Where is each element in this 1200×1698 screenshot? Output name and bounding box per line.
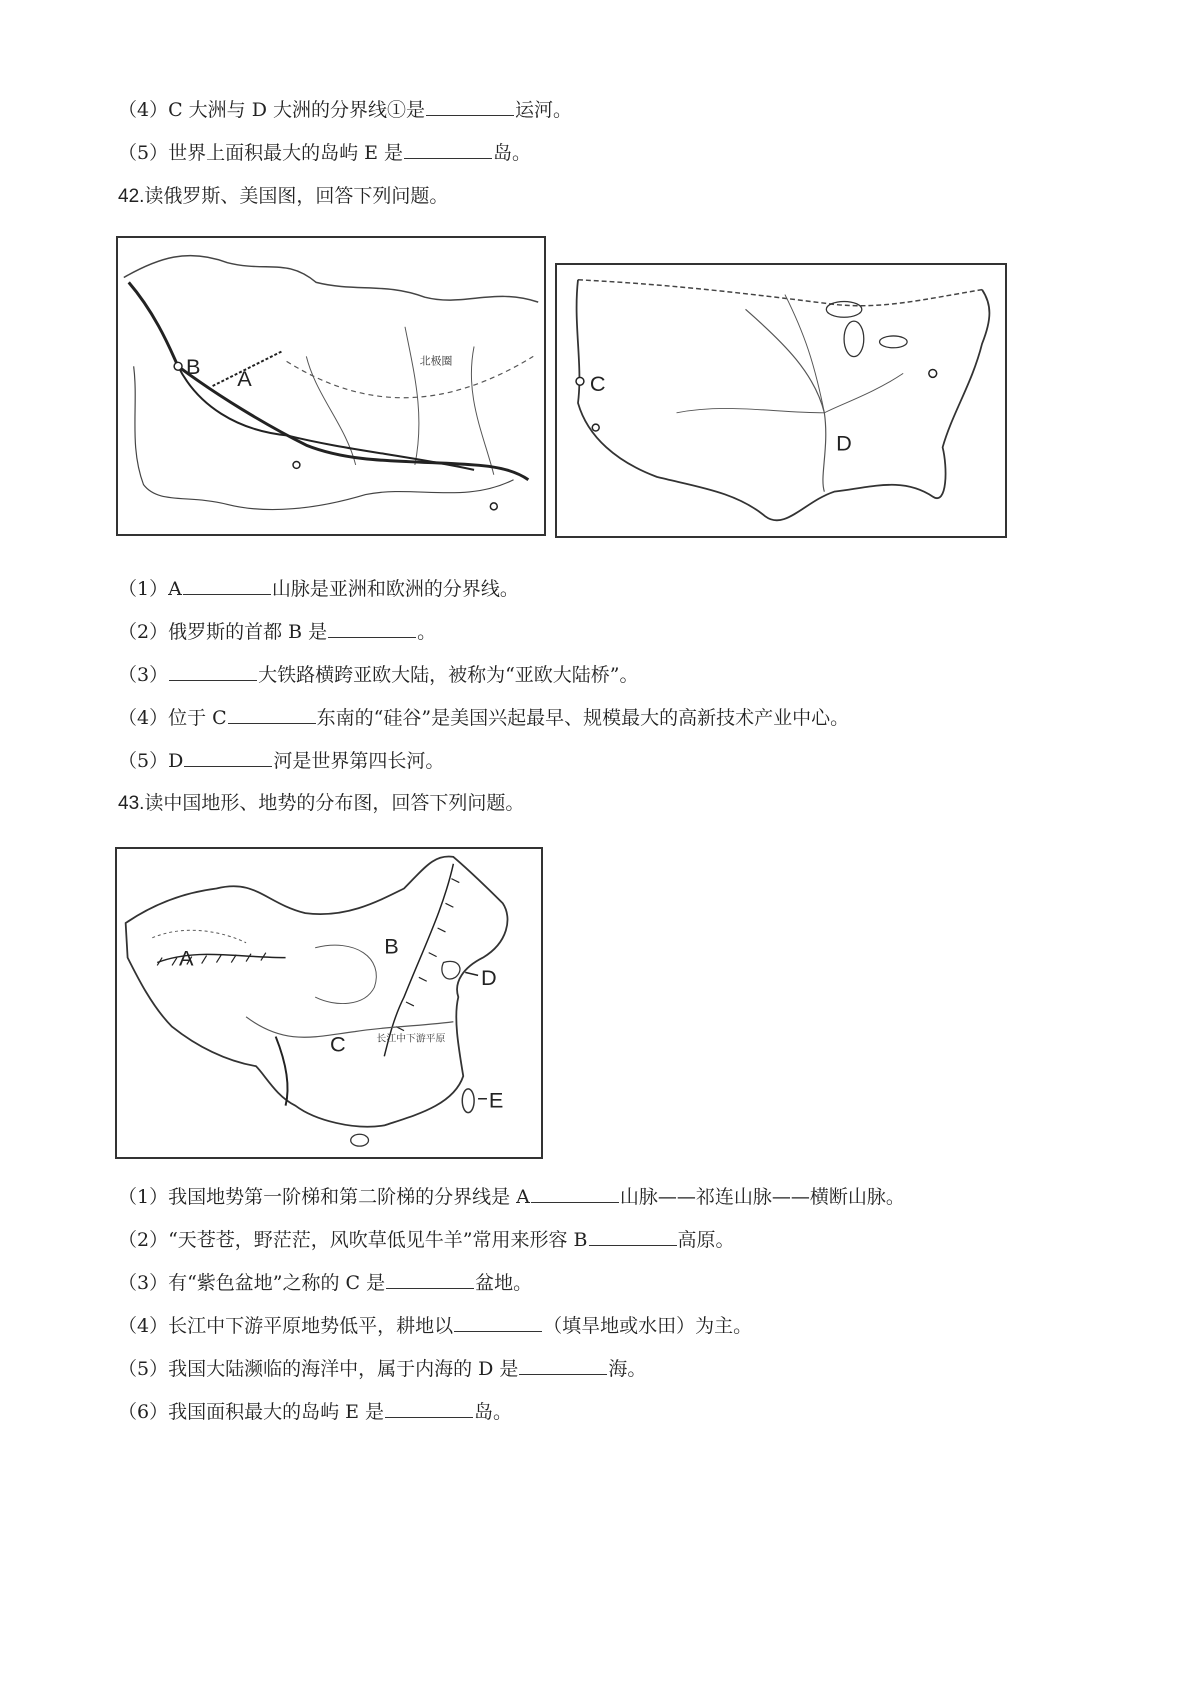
usa-map (555, 263, 1007, 538)
q42-item-4: （4）位于 C 东南的“硅谷”是美国兴起最早、规模最大的高新技术产业中心。 (118, 707, 850, 729)
answer-blank[interactable] (589, 1227, 677, 1246)
usa-map-svg (557, 265, 1005, 536)
q42-item-1: （1）A 山脉是亚洲和欧洲的分界线。 (118, 578, 519, 600)
answer-blank[interactable] (184, 748, 272, 767)
answer-blank[interactable] (519, 1356, 607, 1375)
q43-item-2: （2）“天苍苍，野茫茫，风吹草低见牛羊”常用来形容 B 高原。 (118, 1229, 735, 1251)
label-d: D (481, 965, 497, 991)
answer-blank[interactable] (454, 1313, 542, 1332)
label-a: A (237, 366, 252, 391)
label-c: C (329, 1031, 346, 1057)
answer-blank[interactable] (426, 97, 514, 116)
label-a: A (178, 945, 194, 971)
label-arctic-circle: 北极圈 (419, 354, 453, 368)
q43-item-6: （6）我国面积最大的岛屿 E 是 岛。 (118, 1401, 513, 1423)
russia-map-svg (118, 238, 544, 534)
answer-blank[interactable] (385, 1399, 473, 1418)
q43-item-4: （4）长江中下游平原地势低平，耕地以 （填旱地或水田）为主。 (118, 1315, 753, 1337)
answer-blank[interactable] (228, 705, 316, 724)
china-map (115, 847, 543, 1159)
label-b: B (185, 354, 201, 380)
q42-item-5: （5）D 河是世界第四长河。 (118, 750, 445, 772)
label-b: B (384, 933, 399, 959)
q43-item-5: （5）我国大陆濒临的海洋中，属于内海的 D 是 海。 (118, 1358, 647, 1380)
answer-blank[interactable] (531, 1184, 619, 1203)
q43-item-1: （1）我国地势第一阶梯和第二阶梯的分界线是 A 山脉——祁连山脉——横断山脉。 (118, 1186, 905, 1208)
q42-title: 42.读俄罗斯、美国图，回答下列问题。 (118, 186, 449, 207)
q41-item-4: （4）C 大洲与 D 大洲的分界线①是 运河。 (118, 99, 572, 121)
label-e: E (488, 1087, 504, 1113)
answer-blank[interactable] (328, 619, 416, 638)
china-map-svg (117, 849, 541, 1157)
label-d: D (836, 430, 852, 456)
q41-item-5: （5）世界上面积最大的岛屿 E 是 岛。 (118, 142, 532, 164)
label-yangtze-plain: 长江中下游平原 (376, 1033, 446, 1045)
q42-item-3: （3） 大铁路横跨亚欧大陆，被称为“亚欧大陆桥”。 (118, 664, 639, 686)
russia-map (116, 236, 546, 536)
answer-blank[interactable] (169, 662, 257, 681)
answer-blank[interactable] (183, 576, 271, 595)
q43-item-3: （3）有“紫色盆地”之称的 C 是 盆地。 (118, 1272, 533, 1294)
label-c: C (589, 371, 606, 397)
answer-blank[interactable] (386, 1270, 474, 1289)
q42-item-2: （2）俄罗斯的首都 B 是 。 (118, 621, 437, 643)
q43-title: 43.读中国地形、地势的分布图，回答下列问题。 (118, 793, 525, 814)
answer-blank[interactable] (404, 140, 492, 159)
